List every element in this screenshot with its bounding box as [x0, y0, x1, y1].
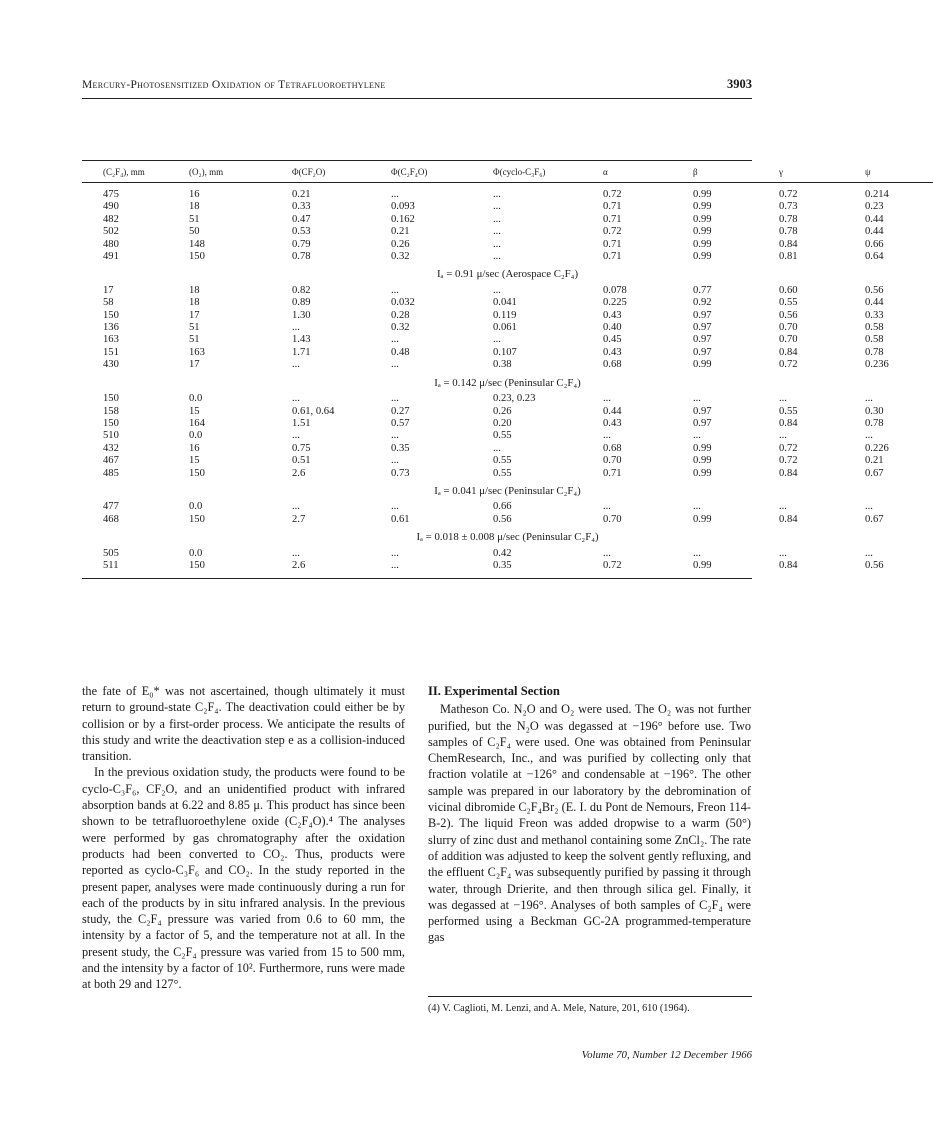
- table-cell: 150: [103, 417, 119, 429]
- table-cell: 0.68: [603, 359, 622, 371]
- table-cell: 0.97: [693, 405, 712, 417]
- table-cell: 0.58: [865, 334, 884, 346]
- table-cell: 0.89: [292, 297, 311, 309]
- table-cell: 150: [189, 467, 205, 479]
- table-cell: 148: [189, 238, 205, 250]
- table-cell: ...: [693, 430, 701, 442]
- footnote-rule: [428, 996, 752, 997]
- table-cell: ...: [391, 455, 399, 467]
- table-cell: 0.30: [865, 405, 884, 417]
- table-cell: 475: [103, 189, 119, 200]
- table-cell: 0.55: [779, 297, 798, 309]
- table-cell: 0.84: [779, 346, 798, 358]
- table-cell: 0.093: [391, 201, 415, 213]
- table-section-label: [82, 526, 933, 547]
- table-cell: ...: [865, 393, 873, 405]
- table-cell: 0.68: [603, 442, 622, 454]
- table-row: [82, 322, 933, 334]
- table-section-label: [82, 480, 933, 501]
- table-row: [82, 560, 933, 572]
- data-table: [82, 161, 933, 572]
- table-cell: 1.51: [292, 417, 311, 429]
- table-cell: 0.20: [493, 417, 512, 429]
- table-row: [82, 359, 933, 371]
- table-cell: 0.99: [693, 359, 712, 371]
- table-cell: 491: [103, 251, 119, 263]
- table-cell: ...: [391, 359, 399, 371]
- table-cell: 0.26: [493, 405, 512, 417]
- col-header-psi: ψ: [865, 167, 871, 177]
- table-cell: 0.72: [603, 226, 622, 238]
- table-cell: 0.84: [779, 238, 798, 250]
- table-cell: ...: [493, 284, 501, 296]
- table-cell: 0.99: [693, 213, 712, 225]
- section-label-text: Iₐ = 0.018 ± 0.008 μ/sec (Peninsular C₂F₄): [416, 531, 599, 544]
- table-cell: 480: [103, 238, 119, 250]
- col-header-phi-c2f4o: Φ(C₂F₄O): [391, 167, 428, 177]
- table-cell: ...: [493, 238, 501, 250]
- table-cell: ...: [779, 393, 787, 405]
- page-footer: Volume 70, Number 12 December 1966: [581, 1049, 752, 1061]
- left-column: [82, 683, 405, 993]
- table-cell: 0.84: [779, 417, 798, 429]
- table-cell: 0.78: [865, 346, 884, 358]
- table-cell: 0.71: [603, 238, 622, 250]
- table-cell: 0.55: [493, 467, 512, 479]
- table-cell: 0.57: [391, 417, 410, 429]
- table-cell: ...: [493, 189, 501, 200]
- table-cell: 0.119: [493, 309, 517, 321]
- table-cell: 0.97: [693, 417, 712, 429]
- table-cell: 18: [189, 297, 200, 309]
- table-cell: ...: [603, 393, 611, 405]
- table-cell: ...: [865, 501, 873, 513]
- table-cell: 0.99: [693, 189, 712, 200]
- table-cell: 0.73: [391, 467, 410, 479]
- table-cell: 0.0: [189, 393, 203, 405]
- table-cell: 0.71: [603, 467, 622, 479]
- table-cell: 0.40: [603, 322, 622, 334]
- table-cell: ...: [779, 430, 787, 442]
- table-cell: 18: [189, 284, 200, 296]
- table-cell: ...: [603, 430, 611, 442]
- table-cell: 0.032: [391, 297, 415, 309]
- table-row: [82, 347, 933, 359]
- left-paragraph-1: the fate of E₀* was not ascertained, though ultimately it must return to ground-state C₂F₄. The deactivation could either be by collision or by a first-order process. We anticipate the results of this study and write the deactivation step e as a collision-induced transition.: [82, 684, 405, 764]
- table-cell: 0.70: [779, 322, 798, 334]
- table-cell: 0.45: [603, 334, 622, 346]
- table-cell: 477: [103, 501, 119, 513]
- table-cell: 0.77: [693, 284, 712, 296]
- table-cell: 0.58: [865, 322, 884, 334]
- table-cell: 0.27: [391, 405, 410, 417]
- table-cell: 0.28: [391, 309, 410, 321]
- table-cell: 0.73: [779, 201, 798, 213]
- data-table-wrapper: [82, 160, 889, 572]
- table-cell: 0.041: [493, 297, 517, 309]
- table-cell: 0.97: [693, 309, 712, 321]
- footnote: (4) V. Caglioti, M. Lenzi, and A. Mele, Nature, 201, 610 (1964).: [428, 1003, 690, 1014]
- table-cell: 505: [103, 547, 119, 559]
- table-cell: 0.107: [493, 346, 517, 358]
- table-cell: 0.32: [391, 322, 410, 334]
- table-cell: 0.56: [865, 284, 884, 296]
- table-row: [82, 239, 933, 251]
- table-row: [82, 514, 933, 526]
- table-cell: 0.78: [292, 251, 311, 263]
- section-label-text: Iₐ = 0.91 μ/sec (Aerospace C₂F₄): [436, 268, 579, 281]
- table-cell: 0.33: [292, 201, 311, 213]
- table-cell: ...: [603, 501, 611, 513]
- table-cell: 0.0: [189, 547, 203, 559]
- table-cell: 0.56: [865, 559, 884, 571]
- table-cell: 0.64: [865, 251, 884, 263]
- table-cell: 432: [103, 442, 119, 454]
- table-header-row: [82, 161, 933, 183]
- table-cell: ...: [391, 501, 399, 513]
- table-cell: ...: [292, 359, 300, 371]
- table-cell: 0.162: [391, 213, 415, 225]
- table-cell: 163: [103, 334, 119, 346]
- table-cell: 0.97: [693, 334, 712, 346]
- col-header-phi-cf2o: Φ(CF₂O): [292, 167, 326, 177]
- table-cell: 0.225: [603, 297, 627, 309]
- table-cell: 0.81: [779, 251, 798, 263]
- table-cell: 0.23: [865, 201, 884, 213]
- table-cell: 2.6: [292, 559, 306, 571]
- table-row: [82, 406, 933, 418]
- table-cell: 0.92: [693, 297, 712, 309]
- table-cell: 0.38: [493, 359, 512, 371]
- table-cell: 0.99: [693, 559, 712, 571]
- table-cell: 51: [189, 334, 200, 346]
- col-header-c2f4: (C₂F₄), mm: [103, 167, 145, 177]
- table-cell: 136: [103, 322, 119, 334]
- table-cell: 0.66: [493, 501, 512, 513]
- table-cell: 0.60: [779, 284, 798, 296]
- table-row: [82, 548, 933, 560]
- table-cell: 511: [103, 559, 119, 571]
- table-row: [82, 430, 933, 442]
- table-cell: 0.44: [865, 226, 884, 238]
- table-cell: 490: [103, 201, 119, 213]
- table-cell: 0.55: [779, 405, 798, 417]
- table-row: [82, 468, 933, 480]
- table-cell: 0.75: [292, 442, 311, 454]
- table-cell: 0.84: [779, 467, 798, 479]
- table-cell: 0.99: [693, 467, 712, 479]
- table-cell: ...: [391, 430, 399, 442]
- table-cell: 0.226: [865, 442, 889, 454]
- table-cell: 0.99: [693, 201, 712, 213]
- table-cell: ...: [865, 430, 873, 442]
- table-cell: 0.72: [603, 559, 622, 571]
- table-row: [82, 183, 933, 201]
- table-cell: 51: [189, 322, 200, 334]
- table-cell: 163: [189, 346, 205, 358]
- table-cell: 0.53: [292, 226, 311, 238]
- table-bottom-rule: [82, 578, 752, 579]
- table-cell: ...: [391, 334, 399, 346]
- table-cell: 0.79: [292, 238, 311, 250]
- table-row: [82, 310, 933, 322]
- table-cell: 0.21: [391, 226, 410, 238]
- table-cell: 0.56: [779, 309, 798, 321]
- table-cell: 0.47: [292, 213, 311, 225]
- table-cell: ...: [292, 393, 300, 405]
- section-label-text: Iₐ = 0.041 μ/sec (Peninsular C₂F₄): [434, 484, 581, 497]
- table-cell: 1.30: [292, 309, 311, 321]
- table-cell: 0.72: [779, 442, 798, 454]
- table-cell: 150: [103, 393, 119, 405]
- table-cell: ...: [779, 547, 787, 559]
- table-cell: 0.35: [493, 559, 512, 571]
- table-cell: ...: [493, 251, 501, 263]
- table-cell: 58: [103, 297, 114, 309]
- table-cell: ...: [603, 547, 611, 559]
- table-cell: 2.6: [292, 467, 306, 479]
- table-cell: 15: [189, 455, 200, 467]
- table-cell: 0.55: [493, 455, 512, 467]
- table-cell: 467: [103, 455, 119, 467]
- table-cell: 0.84: [779, 513, 798, 525]
- table-cell: 0.061: [493, 322, 517, 334]
- table-cell: 0.71: [603, 251, 622, 263]
- table-cell: 0.56: [493, 513, 512, 525]
- table-cell: 0.71: [603, 201, 622, 213]
- table-cell: 15: [189, 405, 200, 417]
- table-cell: 0.48: [391, 346, 410, 358]
- table-cell: 0.078: [603, 284, 627, 296]
- table-cell: ...: [493, 226, 501, 238]
- table-cell: 0.99: [693, 251, 712, 263]
- table-cell: 150: [189, 513, 205, 525]
- table-cell: 502: [103, 226, 119, 238]
- left-paragraph-2: In the previous oxidation study, the products were found to be cyclo-C₃F₆, CF₂O, and an unidentified product with infrared absorption bands at 6.22 and 8.85 μ. This product has since been shown to be tetrafluoroethylene oxide (C₂F₄O).⁴ The analyses were performed by gas chromatography after the oxidation products had been converted to CO₂. Thus, products were reported as cyclo-C₃F₆ and CO₂. In the study reported in the present paper, analyses were made continuously during a run for each of the products by in situ infrared analysis. In the previous study, the C₂F₄ pressure was varied from 0.6 to 60 mm, the intensity by a factor of 5, and the temperature not at all. In the present study, the C₂F₄ pressure was varied from 15 to 500 mm, and the intensity by a factor of 10². Furthermore, runs were made at both 29 and 127°.: [82, 765, 405, 992]
- table-cell: 0.78: [779, 226, 798, 238]
- table-cell: ...: [493, 442, 501, 454]
- section-label-text: Iₐ = 0.142 μ/sec (Peninsular C₂F₄): [434, 376, 581, 389]
- table-cell: 0.70: [603, 455, 622, 467]
- table-cell: 0.66: [865, 238, 884, 250]
- table-cell: 0.42: [493, 547, 512, 559]
- table-cell: 0.43: [603, 309, 622, 321]
- table-cell: ...: [292, 501, 300, 513]
- table-cell: 0.32: [391, 251, 410, 263]
- table-cell: ...: [292, 322, 300, 334]
- section-title: II. Experimental Section: [428, 684, 560, 698]
- table-cell: 0.43: [603, 346, 622, 358]
- col-header-beta: β: [693, 167, 698, 177]
- table-row: [82, 501, 933, 513]
- table-row: [82, 297, 933, 309]
- table-row: [82, 251, 933, 263]
- col-header-alpha: α: [603, 167, 608, 177]
- table-cell: 0.82: [292, 284, 311, 296]
- table-row: [82, 334, 933, 346]
- table-cell: 0.78: [779, 213, 798, 225]
- table-cell: 2.7: [292, 513, 306, 525]
- table-cell: 0.99: [693, 442, 712, 454]
- table-cell: 0.72: [779, 189, 798, 200]
- table-cell: ...: [693, 501, 701, 513]
- table-cell: 482: [103, 213, 119, 225]
- table-cell: 50: [189, 226, 200, 238]
- table-cell: 510: [103, 430, 119, 442]
- table-cell: ...: [693, 547, 701, 559]
- table-cell: 0.67: [865, 513, 884, 525]
- table-cell: 0.44: [865, 213, 884, 225]
- table-cell: 0.78: [865, 417, 884, 429]
- header-rule: [82, 98, 752, 99]
- right-column: [428, 683, 751, 946]
- col-header-phi-cyclo: Φ(cyclo-C₃F₆): [493, 167, 546, 177]
- table-cell: ...: [693, 393, 701, 405]
- table-cell: 1.71: [292, 346, 311, 358]
- table-cell: 51: [189, 213, 200, 225]
- page-number: 3903: [727, 77, 752, 91]
- table-cell: 0.67: [865, 467, 884, 479]
- table-cell: 0.97: [693, 322, 712, 334]
- page-header: [82, 79, 752, 97]
- table-cell: ...: [493, 334, 501, 346]
- table-cell: 150: [103, 309, 119, 321]
- table-cell: 164: [189, 417, 205, 429]
- table-cell: 0.71: [603, 213, 622, 225]
- col-header-gamma: γ: [779, 167, 783, 177]
- table-cell: 0.61: [391, 513, 410, 525]
- table-cell: 0.33: [865, 309, 884, 321]
- table-cell: 17: [103, 284, 114, 296]
- right-paragraph-1: Matheson Co. N₂O and O₂ were used. The O₂ was not further purified, but the N₂O was degassed at −196° before use. Two samples of C₂F₄ were used. One was obtained from Peninsular ChemResearch, Inc., and was purified by collecting only that fraction volatile at −126° and condensable at −196°. The other sample was prepared in our laboratory by the debromination of vicinal dibromide C₂F₄Br₂ (E. I. du Pont de Nemours, Freon 114-B-2). The liquid Freon was added dropwise to a warm (50°) slurry of zinc dust and methanol containing some ZnCl₂. The rate of addition was adjusted to keep the solvent gently refluxing, and the effluent C₂F₄ was subsequently purified by passing it through water, through Drierite, and then through silica gel. Finally, it was degassed at −196°. Analyses of both samples of C₂F₄ were performed using a Beckman GC-2A programmed-temperature gas: [428, 702, 751, 945]
- table-cell: 150: [189, 559, 205, 571]
- table-cell: 0.99: [693, 238, 712, 250]
- table-cell: 0.99: [693, 455, 712, 467]
- table-cell: 0.44: [865, 297, 884, 309]
- table-cell: ...: [391, 393, 399, 405]
- table-cell: ...: [865, 547, 873, 559]
- table-cell: 0.99: [693, 226, 712, 238]
- table-cell: 0.51: [292, 455, 311, 467]
- table-cell: 0.70: [603, 513, 622, 525]
- table-cell: 0.72: [779, 359, 798, 371]
- table-cell: 468: [103, 513, 119, 525]
- table-row: [82, 393, 933, 405]
- table-cell: ...: [391, 547, 399, 559]
- table-cell: 0.23, 0.23: [493, 393, 536, 405]
- table-cell: 0.72: [779, 455, 798, 467]
- table-cell: 17: [189, 359, 200, 371]
- table-section-label: [82, 372, 933, 393]
- table-cell: ...: [391, 284, 399, 296]
- table-cell: 16: [189, 189, 200, 200]
- table-cell: ...: [493, 213, 501, 225]
- table-row: [82, 455, 933, 467]
- table-cell: 0.43: [603, 417, 622, 429]
- running-title: Mercury-Photosensitized Oxidation of Tetrafluoroethylene: [82, 79, 386, 91]
- table-row: [82, 214, 933, 226]
- table-row: [82, 201, 933, 213]
- table-row: [82, 226, 933, 238]
- table-cell: 485: [103, 467, 119, 479]
- table-cell: 150: [189, 251, 205, 263]
- table-cell: ...: [292, 430, 300, 442]
- table-cell: 0.44: [603, 405, 622, 417]
- table-cell: 158: [103, 405, 119, 417]
- table-cell: 0.84: [779, 559, 798, 571]
- table-cell: 0.21: [292, 189, 311, 200]
- table-cell: 16: [189, 442, 200, 454]
- table-cell: ...: [292, 547, 300, 559]
- table-cell: 18: [189, 201, 200, 213]
- table-cell: ...: [391, 189, 399, 200]
- table-cell: 0.26: [391, 238, 410, 250]
- table-cell: 0.35: [391, 442, 410, 454]
- table-cell: 0.214: [865, 189, 889, 200]
- table-section-label: [82, 263, 933, 284]
- table-row: [82, 443, 933, 455]
- table-cell: 430: [103, 359, 119, 371]
- table-cell: ...: [779, 501, 787, 513]
- table-cell: 0.55: [493, 430, 512, 442]
- table-cell: 0.97: [693, 346, 712, 358]
- table-cell: ...: [391, 559, 399, 571]
- table-cell: 0.72: [603, 189, 622, 200]
- table-cell: 0.70: [779, 334, 798, 346]
- table-cell: 1.43: [292, 334, 311, 346]
- table-cell: 0.236: [865, 359, 889, 371]
- table-cell: 151: [103, 346, 119, 358]
- table-cell: 0.21: [865, 455, 884, 467]
- table-cell: 0.0: [189, 501, 203, 513]
- table-body: [82, 183, 933, 572]
- table-cell: 0.61, 0.64: [292, 405, 335, 417]
- table-row: [82, 418, 933, 430]
- table-row: [82, 285, 933, 297]
- table-cell: 0.99: [693, 513, 712, 525]
- table-cell: 17: [189, 309, 200, 321]
- table-cell: ...: [493, 201, 501, 213]
- col-header-o2: (O₂), mm: [189, 167, 224, 177]
- table-cell: 0.0: [189, 430, 203, 442]
